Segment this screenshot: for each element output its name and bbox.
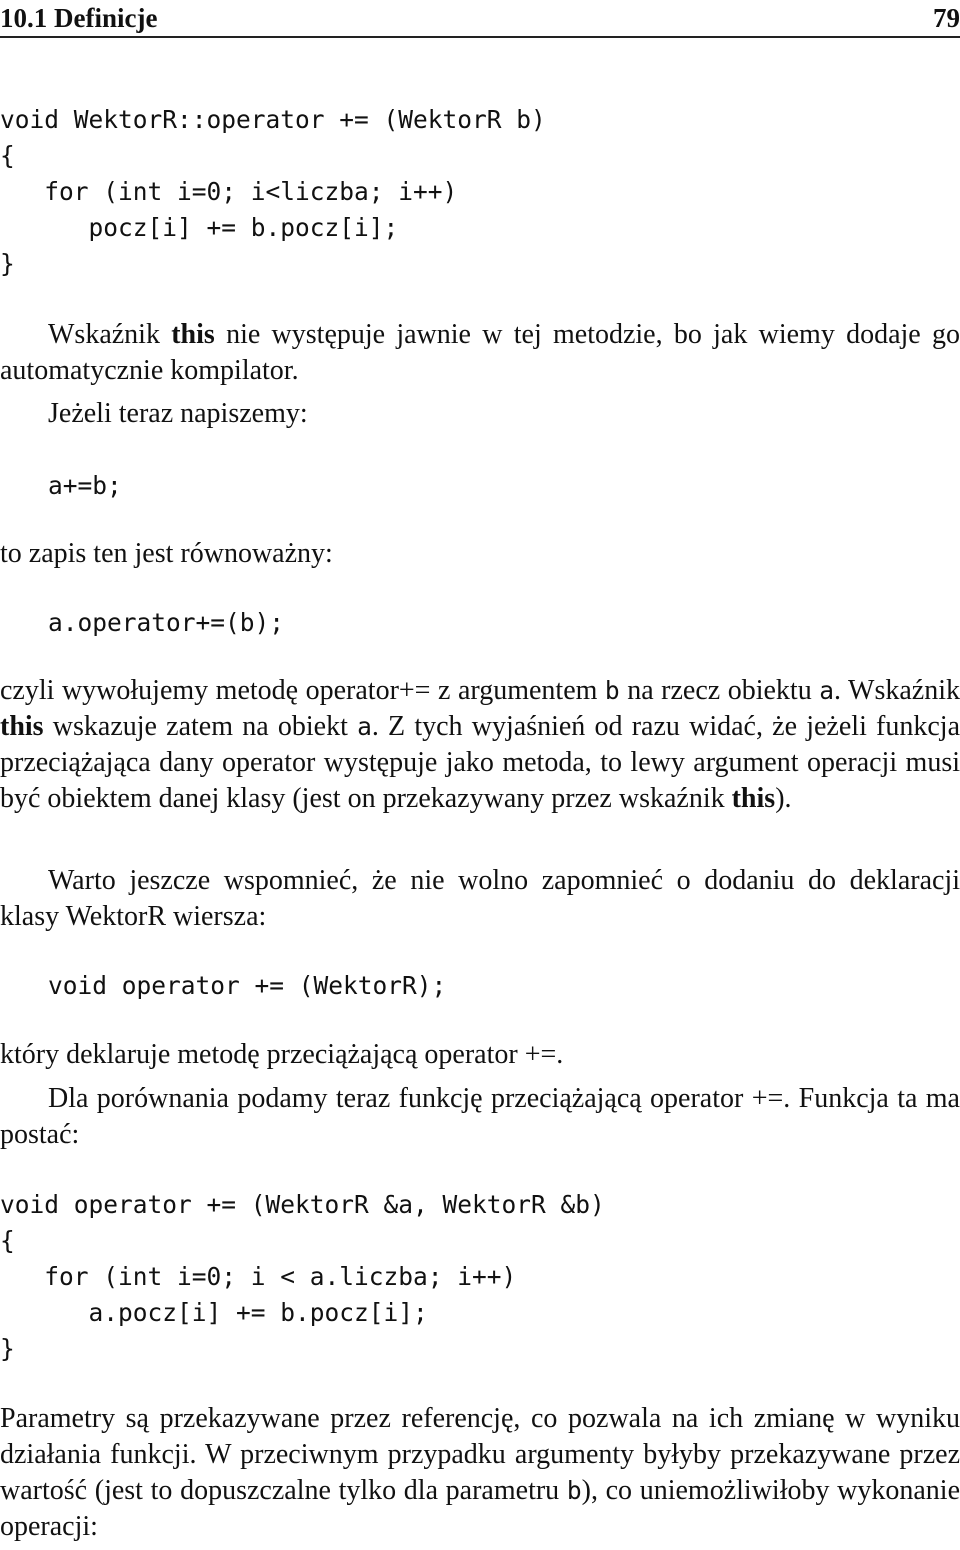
running-header — [0, 0, 960, 38]
keyword-this: this — [0, 711, 44, 742]
page-number: 79 — [933, 2, 960, 33]
code-declaration: void operator += (WektorR); — [48, 971, 447, 1000]
paragraph-equivalent: to zapis ten jest równoważny: — [0, 538, 333, 569]
code-inline-a-plus-b: a+=b; — [48, 471, 122, 500]
paragraph-declares-method: który deklaruje metodę przeciążającą operator +=. — [0, 1039, 564, 1070]
inline-code-b: b — [604, 676, 620, 705]
code-line: { — [0, 141, 15, 170]
code-line: void operator += (WektorR &a, WektorR &b) — [0, 1190, 605, 1219]
code-line: a.pocz[i] += b.pocz[i]; — [0, 1298, 428, 1327]
paragraph-declaration-note: Warto jeszcze wspomnieć, że nie wolno zapomnieć o dodaniu do deklaracji klasy WektorR wiersza: — [0, 865, 960, 932]
inline-code-b: b — [566, 1476, 582, 1505]
keyword-this: this — [731, 783, 776, 814]
inline-code-a: a — [819, 676, 835, 705]
code-line: void WektorR::operator += (WektorR b) — [0, 105, 546, 134]
code-operator-call: a.operator+=(b); — [48, 608, 285, 637]
paragraph-this-pointer: Wskaźnik this nie występuje jawnie w tej metodzie, bo jak wiemy dodaje go automatycznie kompilator. — [0, 319, 960, 386]
inline-code-a: a — [357, 712, 372, 741]
code-line: } — [0, 1334, 15, 1363]
paragraph-parameters: Parametry są przekazywane przez referencję, co pozwala na ich zmianę w wyniku działania funkcji. W przeciwnym przypadku argumenty byłyby przekazywane przez wartość (jest to dopuszczalne tylko dla parametru b), co uniemożliwiłoby wykonanie operacji: — [0, 1403, 960, 1542]
keyword-this: this — [171, 319, 215, 350]
paragraph-explanation: czyli wywołujemy metodę operator+= z argumentem b na rzecz obiektu a. Wskaźnik this wskazuje zatem na obiekt a. Z tych wyjaśnień od razu widać, że jeżeli funkcja przeciążająca dany operator występuje jako metoda, to lewy argument operacji musi być obiektem danej klasy (jest on przekazywany przez wskaźnik this). — [0, 675, 960, 814]
code-line: for (int i=0; i<liczba; i++) — [0, 177, 458, 206]
code-block-method — [0, 102, 546, 282]
section-title: 10.1 Definicje — [0, 2, 158, 33]
code-line: { — [0, 1226, 15, 1255]
paragraph-comparison: Dla porównania podamy teraz funkcję przeciążającą operator +=. Funkcja ta ma postać: — [0, 1083, 960, 1150]
paragraph-if-we-write: Jeżeli teraz napiszemy: — [48, 398, 308, 429]
code-line: pocz[i] += b.pocz[i]; — [0, 213, 399, 242]
code-line: } — [0, 249, 15, 278]
code-line: for (int i=0; i < a.liczba; i++) — [0, 1262, 517, 1291]
code-block-function — [0, 1187, 605, 1367]
